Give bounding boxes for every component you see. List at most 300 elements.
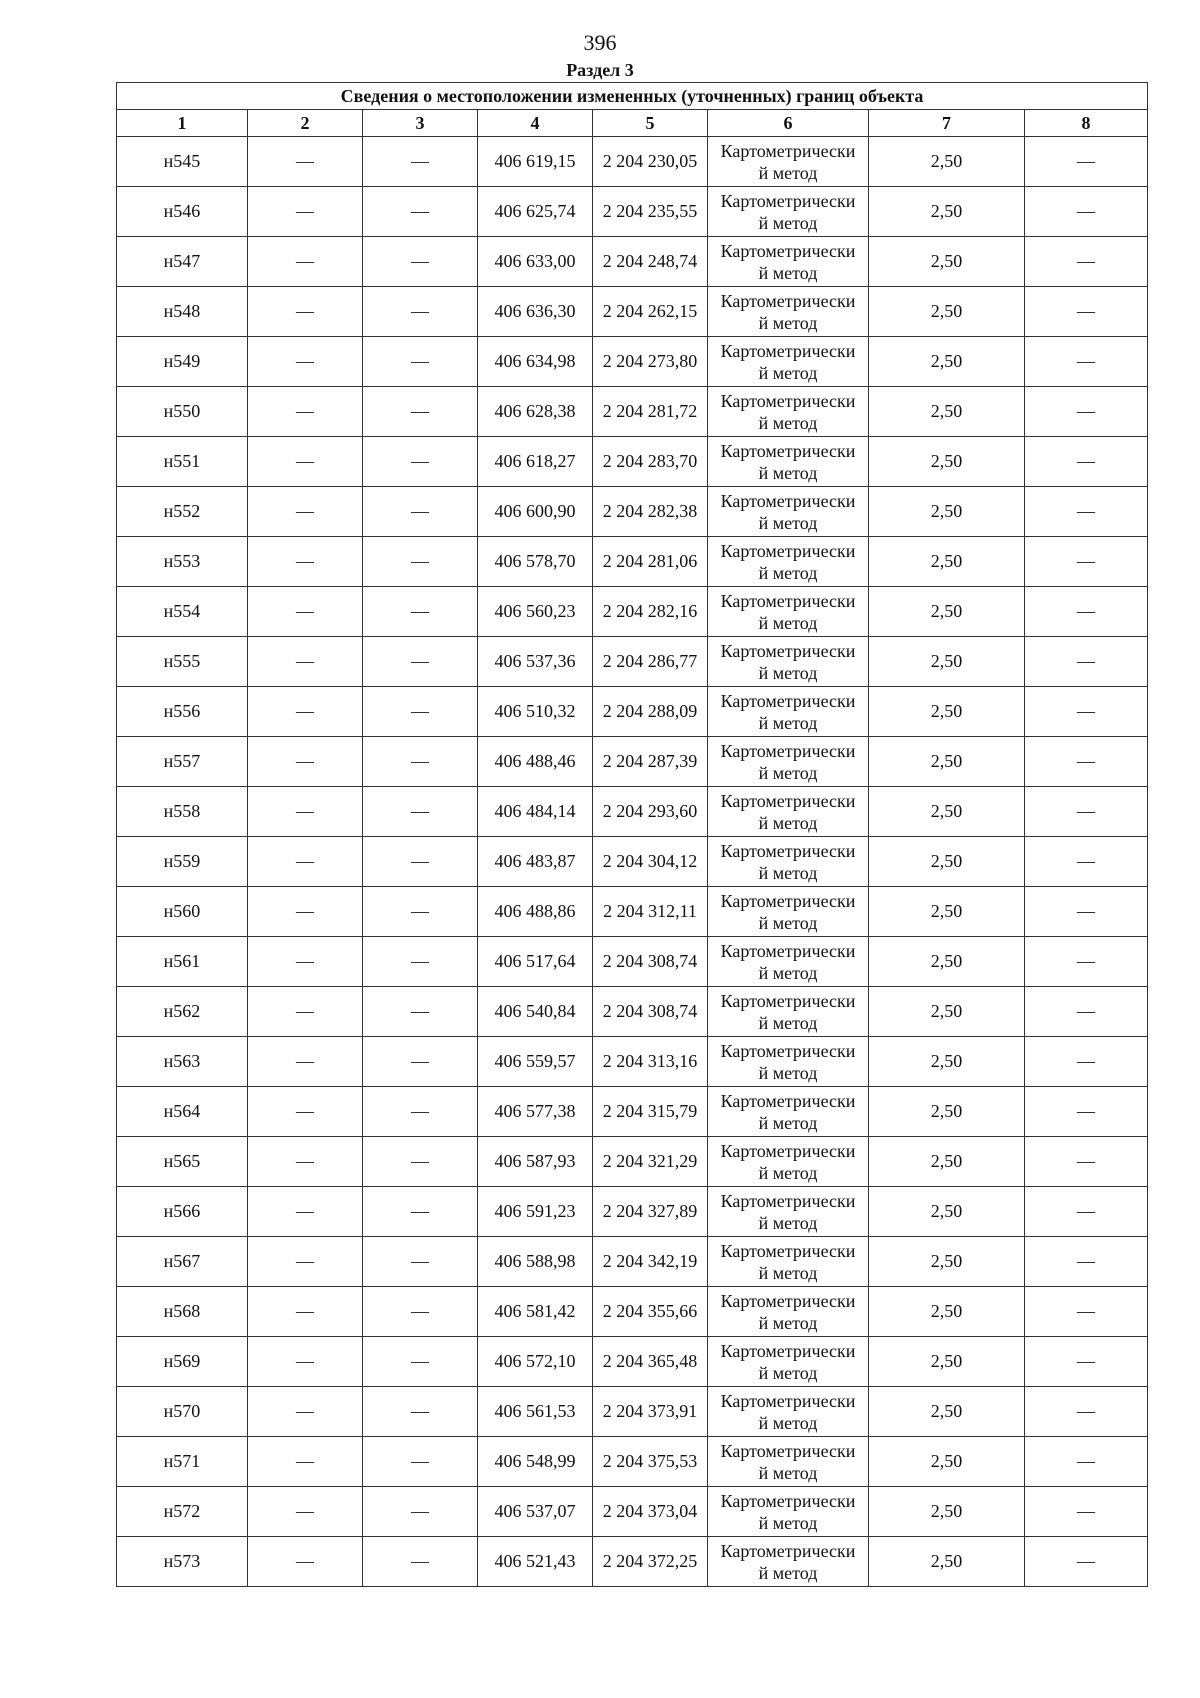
method-cell [708,437,869,487]
x-coordinate-cell: 406 588,98 [478,1237,593,1287]
table-row [117,237,1148,287]
column-2-cell: — [248,737,363,787]
table-row [117,187,1148,237]
column-3-cell: — [363,187,478,237]
point-id-cell: н554 [117,587,248,637]
method-line-1: Картометрически [720,640,856,661]
method-line-1: Картометрически [720,1340,856,1361]
method-line-1: Картометрически [720,990,856,1011]
y-coordinate-cell: 2 204 373,91 [593,1387,708,1437]
point-id-cell: н555 [117,637,248,687]
section-title: Раздел 3 [566,60,634,80]
y-coordinate-cell: 2 204 321,29 [593,1137,708,1187]
method-line-1: Картометрически [720,540,856,561]
point-id-cell: н573 [117,1537,248,1587]
column-8-cell: — [1025,1387,1148,1437]
point-id-cell: н572 [117,1487,248,1537]
method-cell [708,287,869,337]
y-coordinate-cell: 2 204 262,15 [593,287,708,337]
column-2-cell: — [248,1537,363,1587]
y-coordinate-cell: 2 204 308,74 [593,937,708,987]
table-row [117,1137,1148,1187]
method-line-1: Картометрически [720,1490,856,1511]
column-3-cell: — [363,737,478,787]
table-row [117,687,1148,737]
table-row [117,1487,1148,1537]
method-line-2: й метод [758,1212,818,1233]
method-line-2: й метод [758,1012,818,1033]
column-8-cell: — [1025,437,1148,487]
table-row [117,1437,1148,1487]
method-cell [708,1137,869,1187]
method-cell [708,237,869,287]
point-id-cell: н559 [117,837,248,887]
accuracy-cell: 2,50 [869,1387,1025,1437]
point-id-cell: н567 [117,1237,248,1287]
x-coordinate-cell: 406 628,38 [478,387,593,437]
method-line-2: й метод [758,1162,818,1183]
accuracy-cell: 2,50 [869,1437,1025,1487]
method-cell [708,637,869,687]
point-id-cell: н562 [117,987,248,1037]
method-line-2: й метод [758,362,818,383]
point-id-cell: н568 [117,1287,248,1337]
table-row [117,637,1148,687]
column-2-cell: — [248,1437,363,1487]
point-id-cell: н558 [117,787,248,837]
column-3-cell: — [363,287,478,337]
column-2-cell: — [248,1387,363,1437]
method-line-2: й метод [758,662,818,683]
column-8-cell: — [1025,837,1148,887]
accuracy-cell: 2,50 [869,987,1025,1037]
y-coordinate-cell: 2 204 373,04 [593,1487,708,1537]
table-row [117,337,1148,387]
x-coordinate-cell: 406 581,42 [478,1287,593,1337]
method-line-2: й метод [758,1312,818,1333]
method-line-2: й метод [758,462,818,483]
column-2-cell: — [248,1137,363,1187]
method-cell [708,787,869,837]
method-cell [708,487,869,537]
column-8-cell: — [1025,1237,1148,1287]
column-2-cell: — [248,837,363,887]
x-coordinate-cell: 406 521,43 [478,1537,593,1587]
method-line-2: й метод [758,262,818,283]
column-8-cell: — [1025,1337,1148,1387]
x-coordinate-cell: 406 577,38 [478,1087,593,1137]
method-line-1: Картометрически [720,1540,856,1561]
y-coordinate-cell: 2 204 304,12 [593,837,708,887]
accuracy-cell: 2,50 [869,1087,1025,1137]
table-row [117,487,1148,537]
accuracy-cell: 2,50 [869,237,1025,287]
column-2-cell: — [248,1287,363,1337]
x-coordinate-cell: 406 548,99 [478,1437,593,1487]
method-line-1: Картометрически [720,240,856,261]
column-2-cell: — [248,187,363,237]
method-line-1: Картометрически [720,1090,856,1111]
table-row [117,887,1148,937]
point-id-cell: н560 [117,887,248,937]
accuracy-cell: 2,50 [869,687,1025,737]
method-line-2: й метод [758,312,818,333]
accuracy-cell: 2,50 [869,187,1025,237]
accuracy-cell: 2,50 [869,637,1025,687]
column-3-cell: — [363,1237,478,1287]
y-coordinate-cell: 2 204 308,74 [593,987,708,1037]
x-coordinate-cell: 406 483,87 [478,837,593,887]
column-3-cell: — [363,387,478,437]
x-coordinate-cell: 406 488,86 [478,887,593,937]
method-cell [708,587,869,637]
method-line-2: й метод [758,1262,818,1283]
accuracy-cell: 2,50 [869,1137,1025,1187]
column-8-cell: — [1025,237,1148,287]
method-line-1: Картометрически [720,840,856,861]
point-id-cell: н557 [117,737,248,787]
method-line-1: Картометрически [720,1240,856,1261]
x-coordinate-cell: 406 636,30 [478,287,593,337]
method-line-1: Картометрически [720,1390,856,1411]
column-3-cell: — [363,787,478,837]
table-row [117,837,1148,887]
method-line-2: й метод [758,412,818,433]
method-line-2: й метод [758,162,818,183]
column-3-cell: — [363,1487,478,1537]
table-caption: Сведения о местоположении измененных (уточненных) границ объекта [117,83,1148,110]
column-8-cell: — [1025,1037,1148,1087]
method-line-2: й метод [758,762,818,783]
method-cell [708,687,869,737]
accuracy-cell: 2,50 [869,1537,1025,1587]
column-8-cell: — [1025,687,1148,737]
accuracy-cell: 2,50 [869,537,1025,587]
method-line-2: й метод [758,1062,818,1083]
table-row [117,1037,1148,1087]
y-coordinate-cell: 2 204 282,16 [593,587,708,637]
method-line-1: Картометрически [720,1290,856,1311]
method-line-2: й метод [758,1112,818,1133]
accuracy-cell: 2,50 [869,937,1025,987]
method-line-2: й метод [758,1462,818,1483]
column-2-cell: — [248,987,363,1037]
method-cell [708,187,869,237]
accuracy-cell: 2,50 [869,1287,1025,1337]
column-8-cell: — [1025,337,1148,387]
y-coordinate-cell: 2 204 342,19 [593,1237,708,1287]
x-coordinate-cell: 406 618,27 [478,437,593,487]
column-3-cell: — [363,587,478,637]
column-8-cell: — [1025,787,1148,837]
method-line-1: Картометрически [720,290,856,311]
method-line-1: Картометрически [720,890,856,911]
method-cell [708,1337,869,1387]
column-8-cell: — [1025,287,1148,337]
column-2-cell: — [248,437,363,487]
column-number-2: 2 [248,110,363,137]
y-coordinate-cell: 2 204 281,72 [593,387,708,437]
method-line-2: й метод [758,1412,818,1433]
column-8-cell: — [1025,537,1148,587]
column-8-cell: — [1025,737,1148,787]
accuracy-cell: 2,50 [869,837,1025,887]
y-coordinate-cell: 2 204 282,38 [593,487,708,537]
method-cell [708,737,869,787]
x-coordinate-cell: 406 572,10 [478,1337,593,1387]
column-2-cell: — [248,787,363,837]
table-row [117,1087,1148,1137]
x-coordinate-cell: 406 559,57 [478,1037,593,1087]
column-number-5: 5 [593,110,708,137]
method-line-1: Картометрически [720,790,856,811]
method-cell [708,887,869,937]
x-coordinate-cell: 406 517,64 [478,937,593,987]
y-coordinate-cell: 2 204 315,79 [593,1087,708,1137]
column-2-cell: — [248,687,363,737]
point-id-cell: н570 [117,1387,248,1437]
column-8-cell: — [1025,1487,1148,1537]
x-coordinate-cell: 406 587,93 [478,1137,593,1187]
method-cell [708,1287,869,1337]
method-cell [708,137,869,187]
column-3-cell: — [363,137,478,187]
accuracy-cell: 2,50 [869,437,1025,487]
column-2-cell: — [248,1037,363,1087]
column-3-cell: — [363,1437,478,1487]
x-coordinate-cell: 406 625,74 [478,187,593,237]
column-3-cell: — [363,437,478,487]
accuracy-cell: 2,50 [869,1237,1025,1287]
method-line-2: й метод [758,962,818,983]
point-id-cell: н551 [117,437,248,487]
column-8-cell: — [1025,1537,1148,1587]
table-row [117,1287,1148,1337]
column-3-cell: — [363,1537,478,1587]
method-line-1: Картометрически [720,940,856,961]
accuracy-cell: 2,50 [869,1187,1025,1237]
table-row [117,287,1148,337]
column-number-6: 6 [708,110,869,137]
column-3-cell: — [363,637,478,687]
table-row [117,437,1148,487]
column-2-cell: — [248,537,363,587]
table-row [117,387,1148,437]
point-id-cell: н571 [117,1437,248,1487]
column-3-cell: — [363,887,478,937]
x-coordinate-cell: 406 561,53 [478,1387,593,1437]
accuracy-cell: 2,50 [869,337,1025,387]
accuracy-cell: 2,50 [869,787,1025,837]
method-cell [708,1187,869,1237]
boundary-coordinates-table [116,82,1148,1587]
column-2-cell: — [248,637,363,687]
table-row [117,937,1148,987]
x-coordinate-cell: 406 537,36 [478,637,593,687]
table-body [117,137,1148,1587]
point-id-cell: н550 [117,387,248,437]
y-coordinate-cell: 2 204 327,89 [593,1187,708,1237]
y-coordinate-cell: 2 204 372,25 [593,1537,708,1587]
table-row [117,1187,1148,1237]
column-2-cell: — [248,237,363,287]
point-id-cell: н548 [117,287,248,337]
method-line-1: Картометрически [720,340,856,361]
x-coordinate-cell: 406 619,15 [478,137,593,187]
table-row [117,787,1148,837]
method-cell [708,1537,869,1587]
point-id-cell: н545 [117,137,248,187]
method-cell [708,1237,869,1287]
table-row [117,587,1148,637]
y-coordinate-cell: 2 204 235,55 [593,187,708,237]
column-8-cell: — [1025,637,1148,687]
accuracy-cell: 2,50 [869,137,1025,187]
table-row [117,137,1148,187]
y-coordinate-cell: 2 204 288,09 [593,687,708,737]
column-8-cell: — [1025,387,1148,437]
method-line-2: й метод [758,862,818,883]
table-row [117,1537,1148,1587]
method-line-1: Картометрически [720,740,856,761]
method-cell [708,937,869,987]
method-line-1: Картометрически [720,690,856,711]
column-2-cell: — [248,1337,363,1387]
method-line-1: Картометрически [720,590,856,611]
point-id-cell: н565 [117,1137,248,1187]
method-line-1: Картометрически [720,1040,856,1061]
y-coordinate-cell: 2 204 273,80 [593,337,708,387]
x-coordinate-cell: 406 591,23 [478,1187,593,1237]
x-coordinate-cell: 406 560,23 [478,587,593,637]
column-2-cell: — [248,887,363,937]
column-3-cell: — [363,937,478,987]
column-8-cell: — [1025,487,1148,537]
accuracy-cell: 2,50 [869,487,1025,537]
point-id-cell: н549 [117,337,248,387]
column-number-7: 7 [869,110,1025,137]
accuracy-cell: 2,50 [869,737,1025,787]
table-row [117,987,1148,1037]
y-coordinate-cell: 2 204 281,06 [593,537,708,587]
y-coordinate-cell: 2 204 283,70 [593,437,708,487]
column-2-cell: — [248,587,363,637]
column-3-cell: — [363,1037,478,1087]
accuracy-cell: 2,50 [869,1487,1025,1537]
point-id-cell: н564 [117,1087,248,1137]
column-3-cell: — [363,537,478,587]
point-id-cell: н546 [117,187,248,237]
method-cell [708,1387,869,1437]
method-line-2: й метод [758,1512,818,1533]
column-8-cell: — [1025,1287,1148,1337]
column-2-cell: — [248,387,363,437]
method-line-1: Картометрически [720,490,856,511]
method-line-1: Картометрически [720,190,856,211]
y-coordinate-cell: 2 204 293,60 [593,787,708,837]
point-id-cell: н569 [117,1337,248,1387]
accuracy-cell: 2,50 [869,387,1025,437]
x-coordinate-cell: 406 537,07 [478,1487,593,1537]
point-id-cell: н566 [117,1187,248,1237]
method-line-2: й метод [758,212,818,233]
x-coordinate-cell: 406 540,84 [478,987,593,1037]
accuracy-cell: 2,50 [869,887,1025,937]
method-line-1: Картометрически [720,1440,856,1461]
method-cell [708,987,869,1037]
column-8-cell: — [1025,1437,1148,1487]
method-line-2: й метод [758,512,818,533]
column-8-cell: — [1025,587,1148,637]
table-row [117,737,1148,787]
table-caption-row [117,83,1148,110]
column-8-cell: — [1025,187,1148,237]
column-3-cell: — [363,1287,478,1337]
column-2-cell: — [248,1237,363,1287]
column-3-cell: — [363,1387,478,1437]
method-line-1: Картометрически [720,390,856,411]
column-3-cell: — [363,337,478,387]
column-8-cell: — [1025,1137,1148,1187]
accuracy-cell: 2,50 [869,1337,1025,1387]
column-3-cell: — [363,837,478,887]
method-cell [708,387,869,437]
column-3-cell: — [363,1087,478,1137]
column-8-cell: — [1025,1087,1148,1137]
column-8-cell: — [1025,937,1148,987]
x-coordinate-cell: 406 600,90 [478,487,593,537]
x-coordinate-cell: 406 634,98 [478,337,593,387]
column-2-cell: — [248,487,363,537]
method-line-1: Картометрически [720,1140,856,1161]
accuracy-cell: 2,50 [869,287,1025,337]
column-3-cell: — [363,487,478,537]
page-number: 396 [583,30,617,55]
column-number-8: 8 [1025,110,1148,137]
column-number-4: 4 [478,110,593,137]
method-line-1: Картометрически [720,1190,856,1211]
x-coordinate-cell: 406 578,70 [478,537,593,587]
y-coordinate-cell: 2 204 365,48 [593,1337,708,1387]
table-row [117,1337,1148,1387]
point-id-cell: н561 [117,937,248,987]
method-cell [708,537,869,587]
y-coordinate-cell: 2 204 375,53 [593,1437,708,1487]
column-number-row [117,110,1148,137]
point-id-cell: н553 [117,537,248,587]
table-row [117,537,1148,587]
method-line-2: й метод [758,912,818,933]
column-3-cell: — [363,687,478,737]
y-coordinate-cell: 2 204 248,74 [593,237,708,287]
point-id-cell: н556 [117,687,248,737]
y-coordinate-cell: 2 204 287,39 [593,737,708,787]
column-3-cell: — [363,1337,478,1387]
column-2-cell: — [248,1087,363,1137]
method-line-2: й метод [758,612,818,633]
method-line-2: й метод [758,812,818,833]
column-2-cell: — [248,137,363,187]
x-coordinate-cell: 406 633,00 [478,237,593,287]
column-2-cell: — [248,937,363,987]
column-8-cell: — [1025,887,1148,937]
x-coordinate-cell: 406 484,14 [478,787,593,837]
method-line-1: Картометрически [720,140,856,161]
method-line-1: Картометрически [720,440,856,461]
accuracy-cell: 2,50 [869,587,1025,637]
y-coordinate-cell: 2 204 355,66 [593,1287,708,1337]
method-line-2: й метод [758,712,818,733]
